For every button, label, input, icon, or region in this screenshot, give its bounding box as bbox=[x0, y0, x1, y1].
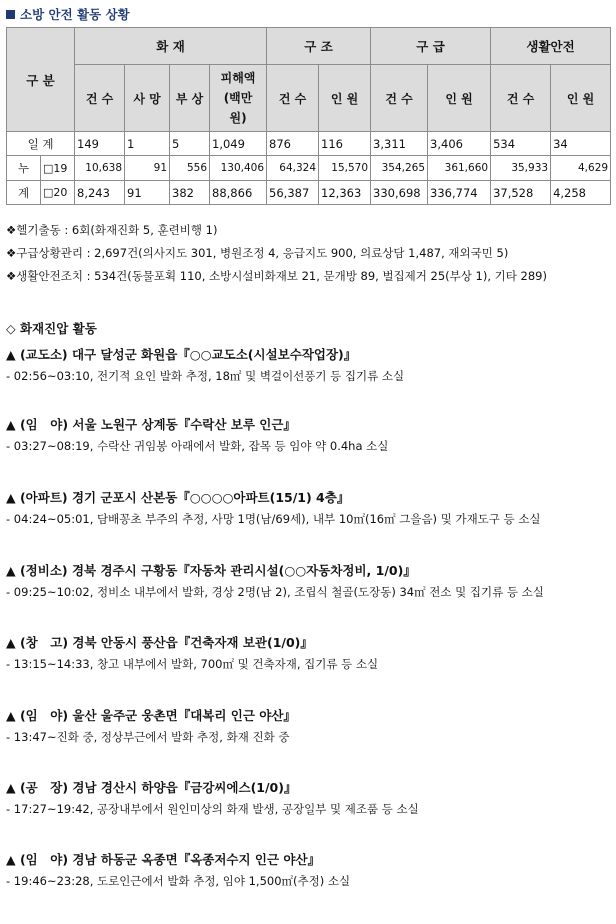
subheader: 피해액 (백만 원) bbox=[210, 65, 267, 132]
event-desc: - 19:46~23:28, 도로인근에서 발화 추정, 임야 1,500㎡(추정) 소실 bbox=[6, 874, 351, 888]
table-cell: 556 bbox=[170, 156, 210, 181]
table-cell: 3,406 bbox=[428, 132, 491, 156]
table-cell: 64,324 bbox=[267, 156, 319, 181]
subheader: 사 망 bbox=[125, 65, 170, 132]
section-title: 소방 안전 활동 상황 bbox=[20, 7, 130, 22]
table-cell: 4,258 bbox=[551, 181, 611, 205]
table-cell: 3,311 bbox=[371, 132, 428, 156]
event-title: ▲ (임 야) 울산 울주군 웅촌면『대복리 인근 야산』 bbox=[6, 708, 296, 723]
table-cell: 56,387 bbox=[267, 181, 319, 205]
row-sublabel: □20 bbox=[41, 181, 75, 205]
table-cell: 876 bbox=[267, 132, 319, 156]
table-cell: 5 bbox=[170, 132, 210, 156]
event-title: ▲ (창 고) 경북 안동시 풍산읍『건축자재 보관(1/0)』 bbox=[6, 635, 313, 650]
table-cell: 34 bbox=[551, 132, 611, 156]
table-cell: 12,363 bbox=[319, 181, 371, 205]
table-cell: 116 bbox=[319, 132, 371, 156]
subheader: 건 수 bbox=[267, 65, 319, 132]
event-title: ▲ (임 야) 경남 하동군 옥종면『옥종저수지 인근 야산』 bbox=[6, 852, 321, 867]
event-title: ▲ (교도소) 대구 달성군 화원읍『○○교도소(시설보수작업장)』 bbox=[6, 347, 357, 362]
table-cell: 8,243 bbox=[75, 181, 125, 205]
subheader: 건 수 bbox=[75, 65, 125, 132]
table-cell: 130,406 bbox=[210, 156, 267, 181]
event-desc: - 17:27~19:42, 공장내부에서 원인미상의 화재 발생, 공장일부 및 제조품 등 소실 bbox=[6, 802, 419, 816]
note-helicopter: ❖헬기출동 : 6회(화재진화 5, 훈련비행 1) bbox=[6, 223, 218, 237]
table-cell: 15,570 bbox=[319, 156, 371, 181]
event-title: ▲ (아파트) 경기 군포시 산본동『○○○○아파트(15/1) 4층』 bbox=[6, 490, 350, 505]
table-cell: 361,660 bbox=[428, 156, 491, 181]
table-cell: 354,265 bbox=[371, 156, 428, 181]
subheader: 인 원 bbox=[319, 65, 371, 132]
table-subheader-row bbox=[7, 65, 611, 132]
activity-stats-table bbox=[6, 27, 611, 205]
group-header-ems: 구 급 bbox=[371, 28, 491, 65]
table-cell: 91 bbox=[125, 181, 170, 205]
square-bullet-icon bbox=[6, 10, 15, 19]
subheader: 건 수 bbox=[371, 65, 428, 132]
table-cell: 534 bbox=[491, 132, 551, 156]
table-row bbox=[7, 181, 611, 205]
event-desc: - 02:56~03:10, 전기적 요인 발화 추정, 18㎡ 및 벽걸이선풍기 등 집기류 소실 bbox=[6, 369, 405, 383]
table-row bbox=[7, 132, 611, 156]
row-label: 계 bbox=[7, 181, 41, 205]
group-header-fire: 화 재 bbox=[75, 28, 267, 65]
table-cell: 1 bbox=[125, 132, 170, 156]
table-cell: 336,774 bbox=[428, 181, 491, 205]
division-header: 구 분 bbox=[7, 28, 75, 132]
table-cell: 382 bbox=[170, 181, 210, 205]
row-sublabel: □19 bbox=[41, 156, 75, 181]
table-cell: 149 bbox=[75, 132, 125, 156]
event-desc: - 13:47~진화 중, 정상부근에서 발화 추정, 화재 진화 중 bbox=[6, 730, 290, 744]
table-cell: 35,933 bbox=[491, 156, 551, 181]
table-cell: 91 bbox=[125, 156, 170, 181]
event-title: ▲ (임 야) 서울 노원구 상계동『수락산 보루 인근』 bbox=[6, 417, 296, 432]
event-title: ▲ (공 장) 경남 경산시 하양읍『금강씨에스(1/0)』 bbox=[6, 780, 297, 795]
group-header-rescue: 구 조 bbox=[267, 28, 371, 65]
group-header-safety: 생활안전 bbox=[491, 28, 611, 65]
subheader: 인 원 bbox=[428, 65, 491, 132]
table-cell: 330,698 bbox=[371, 181, 428, 205]
event-desc: - 03:27~08:19, 수락산 귀임봉 아래에서 발화, 잡목 등 임야 약 0.4ha 소실 bbox=[6, 439, 389, 453]
event-title: ▲ (정비소) 경북 경주시 구황동『자동차 관리시설(○○자동차정비, 1/0)』 bbox=[6, 563, 416, 578]
event-desc: - 04:24~05:01, 담배꽁초 부주의 추정, 사망 1명(남/69세), 내부 10㎡(16㎡ 그을음) 및 가재도구 등 소실 bbox=[6, 512, 541, 526]
row-label: 누 bbox=[7, 156, 41, 181]
table-cell: 88,866 bbox=[210, 181, 267, 205]
subheader: 인 원 bbox=[551, 65, 611, 132]
table-cell: 37,528 bbox=[491, 181, 551, 205]
table-cell: 1,049 bbox=[210, 132, 267, 156]
section-header bbox=[6, 5, 130, 23]
event-desc: - 09:25~10:02, 정비소 내부에서 발화, 경상 2명(남 2), 조립식 철골(도장동) 34㎡ 전소 및 집기류 등 소실 bbox=[6, 585, 544, 599]
table-cell: 4,629 bbox=[551, 156, 611, 181]
row-label: 일 계 bbox=[7, 132, 75, 156]
table-cell: 10,638 bbox=[75, 156, 125, 181]
fire-section-title: ◇ 화재진압 활동 bbox=[6, 321, 97, 336]
event-desc: - 13:15~14:33, 창고 내부에서 발화, 700㎡ 및 건축자재, 집기류 등 소실 bbox=[6, 657, 379, 671]
subheader: 건 수 bbox=[491, 65, 551, 132]
table-row bbox=[7, 156, 611, 181]
subheader: 부 상 bbox=[170, 65, 210, 132]
table-header-row bbox=[7, 28, 611, 65]
note-safety: ❖생활안전조치 : 534건(동물포획 110, 소방시설비화재보 21, 문개방 89, 벌집제거 25(부상 1), 기타 289) bbox=[6, 269, 547, 283]
note-ems: ❖구급상황관리 : 2,697건(의사지도 301, 병원조정 4, 응급지도 900, 의료상담 1,487, 재외국민 5) bbox=[6, 246, 509, 260]
